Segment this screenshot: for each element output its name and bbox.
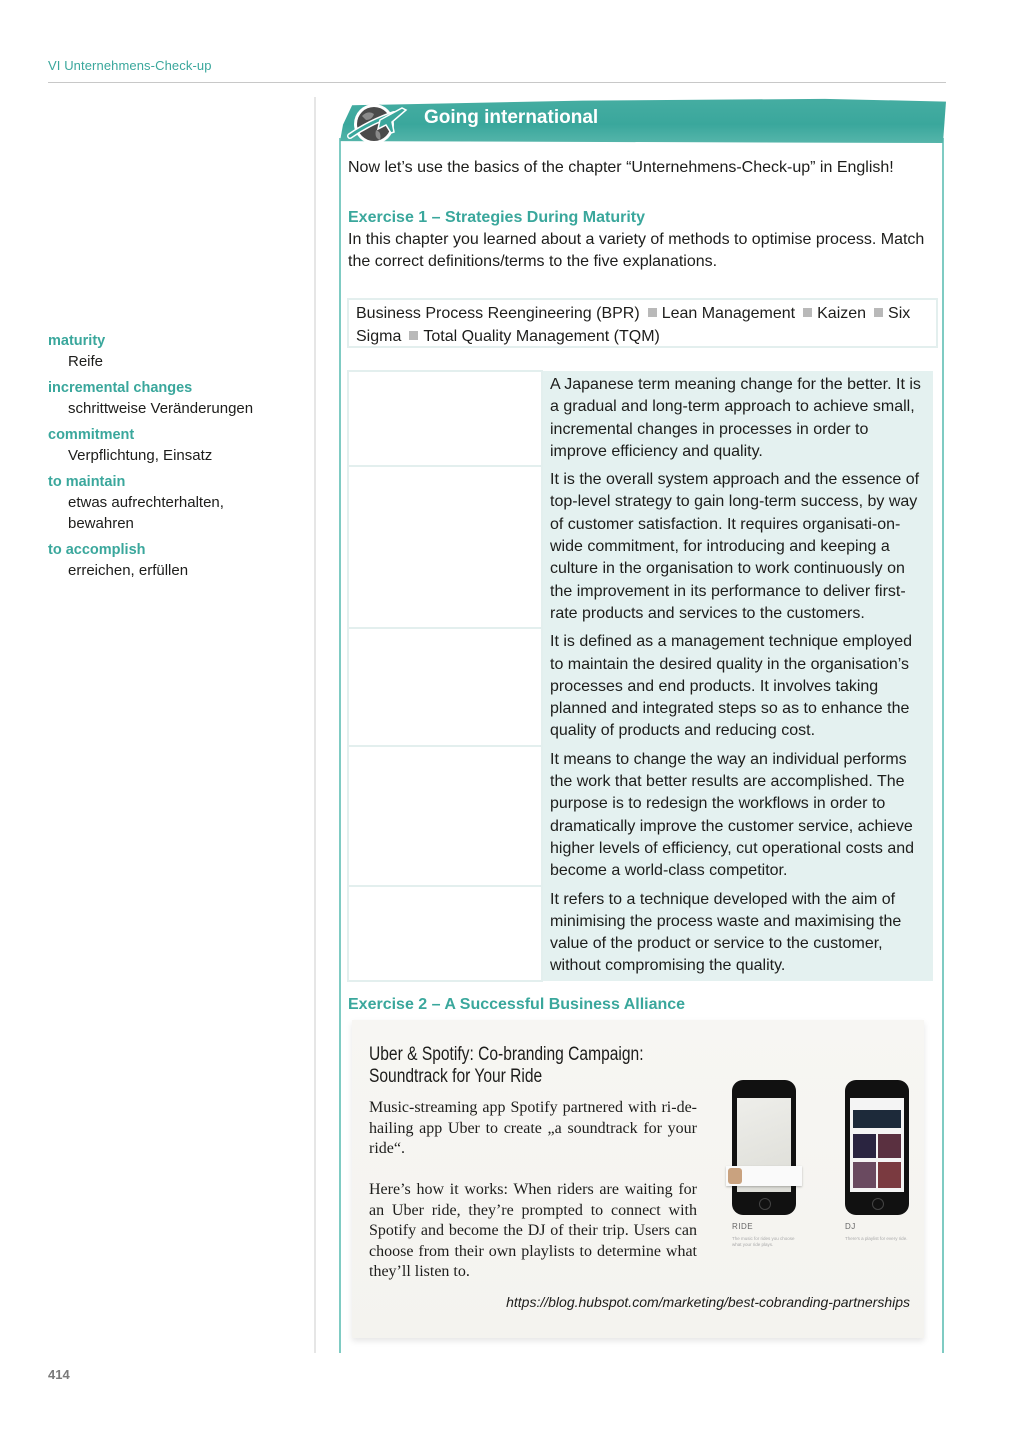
glossary-translation: Reife (68, 353, 104, 370)
table-row (348, 886, 933, 981)
glossary-translation: Verpflichtung, Einsatz (68, 447, 213, 464)
image-label: DJ (845, 1222, 856, 1231)
glossary-translation: etwas aufrechterhalten, bewahren (68, 494, 224, 532)
answer-field[interactable] (348, 886, 542, 981)
globe-airplane-icon (344, 98, 410, 150)
answer-field[interactable] (348, 746, 542, 886)
term: Lean Management (661, 305, 796, 322)
term: Kaizen (817, 305, 867, 322)
exercise-1-instructions: In this chapter you learned about a variety of methods to optimise process. Match the correct definitions/terms to the five explanations. (348, 231, 925, 270)
playlist-tile (878, 1162, 901, 1188)
header-rule (48, 82, 946, 83)
article-paragraph: Music-streaming app Spotify partnered with ri-de-hailing app Uber to create „a soundtrack for your ride“. (369, 1099, 697, 1157)
explanation-cell: A Japanese term meaning change for the better. It is a gradual and long-term approach to achieve small, incremental changes in processes in order to improve efficiency and quality. (542, 371, 933, 466)
glossary-term: commitment (48, 427, 135, 443)
exercise-2-title: Exercise 2 – A Successful Business Alliance (348, 996, 686, 1013)
playlist-tile (878, 1134, 901, 1158)
glossary-term: to maintain (48, 474, 126, 490)
source-link[interactable]: https://blog.hubspot.com/marketing/best-cobranding-partnerships (506, 1294, 910, 1310)
article-title: Uber & Spotify: Co-branding Campaign: Soundtrack for Your Ride (369, 1044, 644, 1087)
table-row (348, 746, 933, 886)
term: Six Sigma (356, 305, 911, 345)
playlist-tile (853, 1110, 901, 1128)
glossary-term: maturity (48, 333, 106, 349)
separator-square-icon (648, 308, 657, 317)
explanation-cell: It is the overall system approach and the essence of top-level strategy to gain long-term success, by way of customer satisfaction. It requires organisati-on-wide commitment, for introducing and keeping a culture in the organisation to work continuously on the improvement in its performance to deliver first-rate products and services to the customers. (542, 466, 933, 628)
explanation-cell: It is defined as a management technique employed to maintain the desired quality in the organisation’s processes and end products. It involves taking planned and integrated steps so as to enhance the quality of products and reducing cost. (542, 628, 933, 745)
phone-dj-image (845, 1080, 909, 1215)
answer-field[interactable] (348, 628, 542, 745)
intro-text: Now let’s use the basics of the chapter “Unternehmens-Check-up” in English! (348, 159, 894, 176)
exercise-1-title: Exercise 1 – Strategies During Maturity (348, 209, 645, 226)
article-clipping (352, 1020, 924, 1338)
answer-field[interactable] (348, 371, 542, 466)
explanation-cell: It refers to a technique developed with the aim of minimising the process waste and maximising the value of the product or service to the customer, without compromising the quality. (542, 886, 933, 981)
driver-avatar (728, 1168, 742, 1184)
separator-square-icon (409, 331, 418, 340)
separator-square-icon (874, 308, 883, 317)
glossary-term: to accomplish (48, 542, 146, 558)
glossary (48, 331, 308, 581)
term: Total Quality Management (TQM) (423, 328, 660, 345)
matching-table (347, 370, 934, 982)
term: Business Process Reengineering (BPR) (356, 305, 640, 322)
article-paragraph: Here’s how it works: When riders are waiting for an Uber ride, they’re prompted to connect with Spotify and become the DJ of their trip. Users can choose from their own playlists to determine what they’ll listen to. (369, 1181, 697, 1280)
page-number: 414 (48, 1367, 70, 1382)
running-head: VI Unternehmens-Check-up (48, 58, 212, 73)
table-row (348, 628, 933, 745)
home-button-icon (872, 1198, 884, 1210)
playlist-tile (853, 1162, 876, 1188)
table-row (348, 371, 933, 466)
answer-field[interactable] (348, 466, 542, 628)
playlist-tile (853, 1134, 876, 1158)
banner-title: Going international (424, 107, 599, 128)
glossary-translation: erreichen, erfüllen (68, 562, 189, 579)
home-button-icon (759, 1198, 771, 1210)
glossary-translation: schrittweise Veränderungen (68, 400, 254, 417)
margin-divider (314, 97, 316, 1353)
image-caption: There’s a playlist for every ride. (845, 1236, 908, 1241)
driver-card (726, 1166, 802, 1186)
image-caption: The music for rides you choose what your ride plays. (732, 1236, 795, 1247)
glossary-term: incremental changes (48, 380, 193, 396)
playlist-screen (850, 1098, 904, 1192)
phone-ride-image (732, 1080, 796, 1215)
explanation-cell: It means to change the way an individual performs the work that better results are accomplished. The purpose is to redesign the workflows in order to dramatically improve the customer service, achieve higher levels of efficiency, cut operational costs and become a world-class competitor. (542, 746, 933, 886)
table-row (348, 466, 933, 628)
separator-square-icon (803, 308, 812, 317)
image-label: RIDE (732, 1222, 754, 1231)
term-word-box (347, 298, 938, 348)
